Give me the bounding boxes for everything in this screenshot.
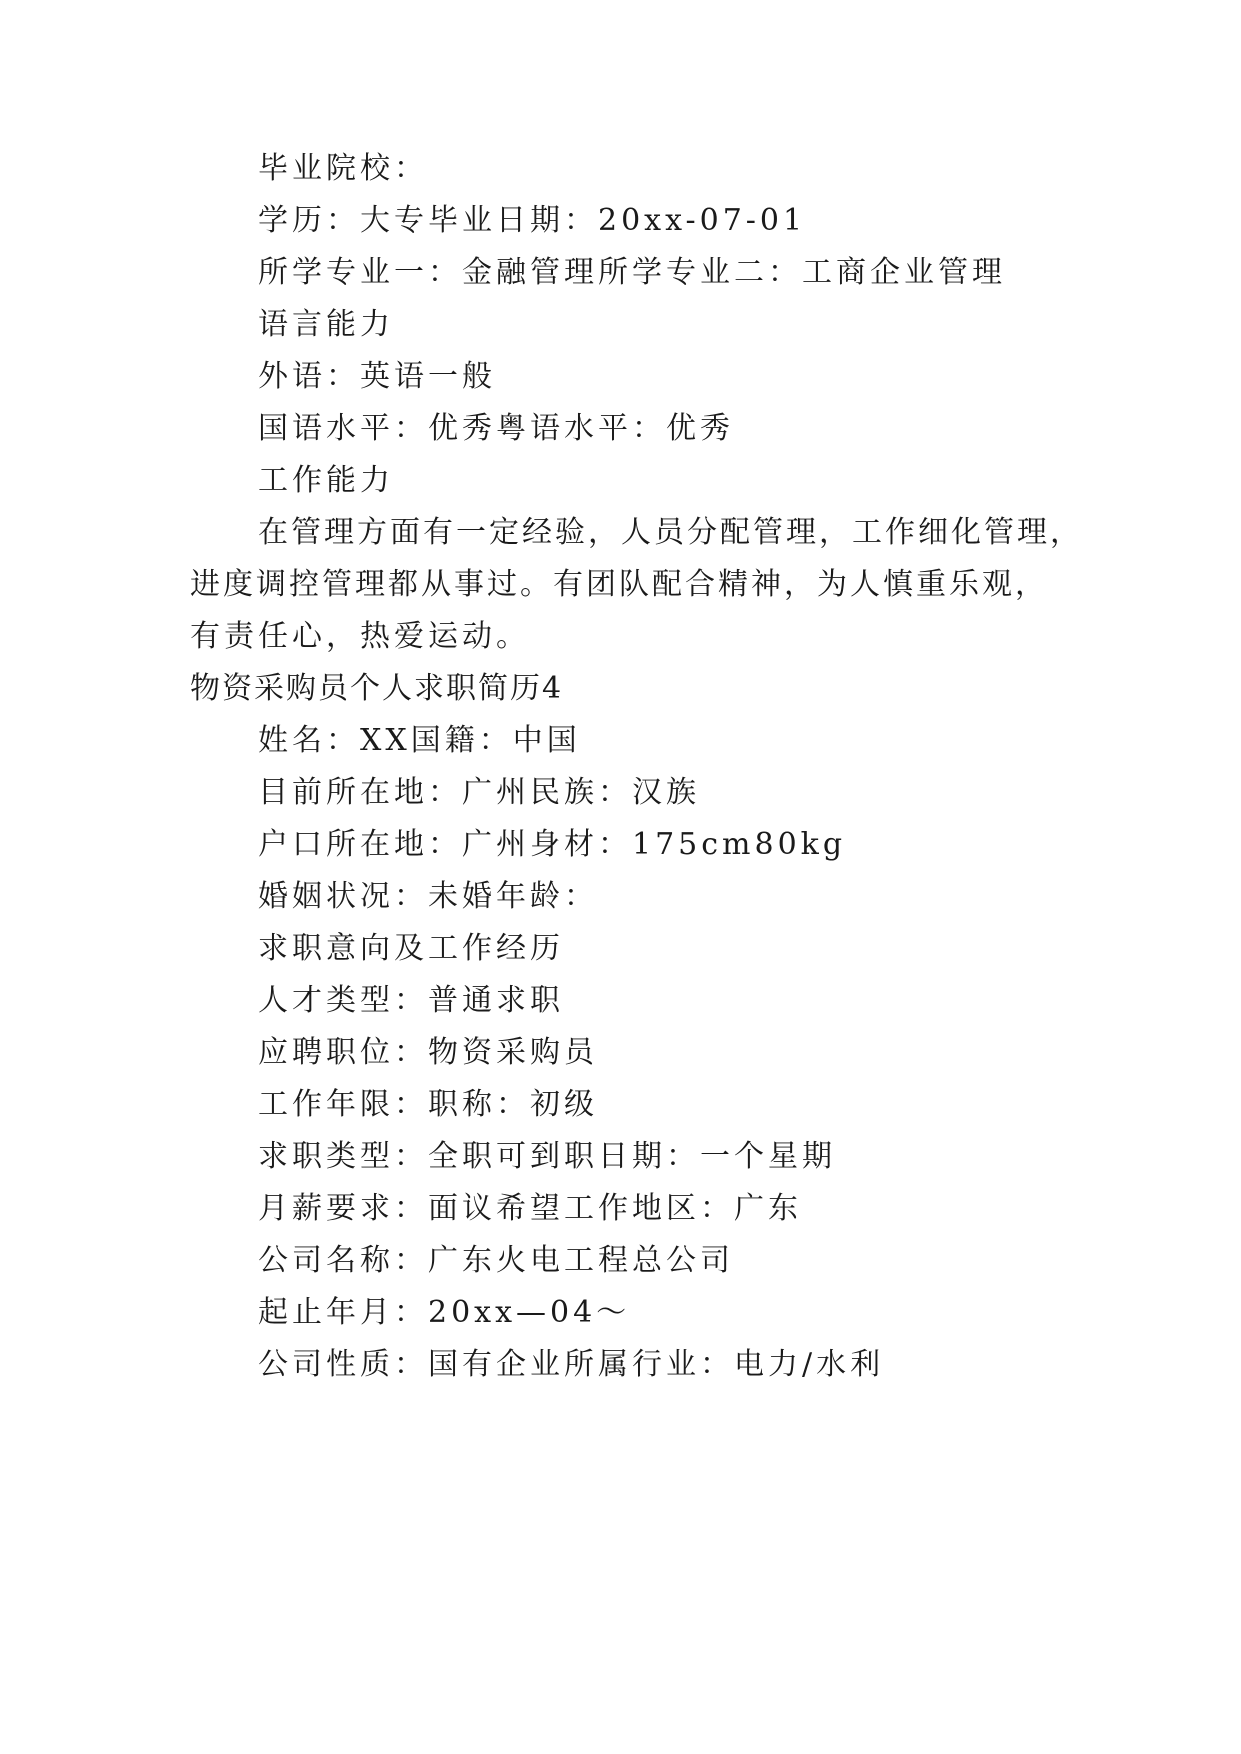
period-line: 起止年月：20xx—04～ bbox=[258, 1295, 631, 1330]
work-ability-paragraph-line-3: 有责任心，热爱运动。 bbox=[190, 619, 530, 654]
position-line: 应聘职位：物资采购员 bbox=[258, 1035, 598, 1070]
school-line: 毕业院校： bbox=[258, 151, 428, 186]
majors-line: 所学专业一：金融管理所学专业二：工商企业管理 bbox=[258, 255, 1006, 290]
company-nature-line: 公司性质：国有企业所属行业：电力/水利 bbox=[258, 1347, 885, 1382]
dialects-line: 国语水平：优秀粤语水平：优秀 bbox=[258, 411, 734, 446]
years-title-line: 工作年限：职称：初级 bbox=[258, 1087, 598, 1122]
hukou-figure-line: 户口所在地：广州身材：175cm80kg bbox=[258, 827, 847, 862]
education-line: 学历：大专毕业日期：20xx-07-01 bbox=[258, 203, 807, 238]
foreign-language-line: 外语：英语一般 bbox=[258, 359, 496, 394]
work-ability-heading: 工作能力 bbox=[258, 463, 394, 498]
intention-heading: 求职意向及工作经历 bbox=[258, 931, 564, 966]
location-ethnicity-line: 目前所在地：广州民族：汉族 bbox=[258, 775, 700, 810]
resume-4-title: 物资采购员个人求职简历4 bbox=[190, 671, 564, 706]
marital-age-line: 婚姻状况：未婚年龄： bbox=[258, 879, 598, 914]
work-ability-paragraph-line-2: 进度调控管理都从事过。有团队配合精神，为人慎重乐观， bbox=[190, 567, 1048, 602]
job-type-line: 求职类型：全职可到职日期：一个星期 bbox=[258, 1139, 836, 1174]
talent-type-line: 人才类型：普通求职 bbox=[258, 983, 564, 1018]
company-line: 公司名称：广东火电工程总公司 bbox=[258, 1243, 734, 1278]
name-nationality-line: 姓名：XX国籍：中国 bbox=[258, 723, 581, 758]
work-ability-paragraph-line-1: 在管理方面有一定经验，人员分配管理，工作细化管理， bbox=[258, 515, 1083, 550]
salary-area-line: 月薪要求：面议希望工作地区：广东 bbox=[258, 1191, 802, 1226]
language-heading: 语言能力 bbox=[258, 307, 394, 342]
